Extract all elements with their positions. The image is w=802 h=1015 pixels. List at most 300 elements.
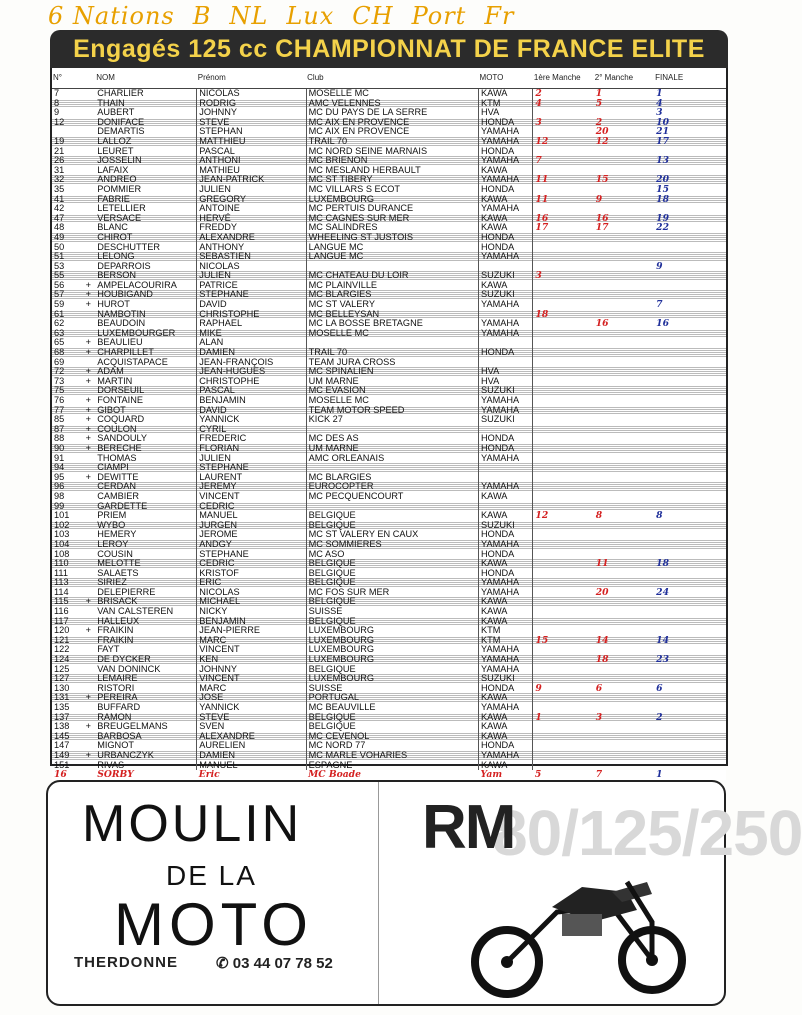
entry-flag: +	[85, 625, 92, 636]
rider-firstname: SEBASTIEN	[197, 252, 306, 262]
table-row	[52, 502, 726, 512]
rider-firstname: SVEN	[197, 722, 306, 732]
table-row	[52, 386, 726, 396]
rider-number: 9	[54, 107, 60, 118]
manche2-result	[594, 329, 654, 339]
rider-firstname: STEPHANE	[197, 550, 306, 560]
rider-bike: HONDA	[479, 147, 533, 157]
rider-firstname: YANNICK	[197, 415, 306, 425]
rider-surname: GIBOT	[95, 406, 197, 416]
rider-firstname: HERVÉ	[197, 214, 306, 224]
finale-result	[654, 290, 726, 300]
table-row	[52, 636, 726, 646]
manche1-result	[533, 607, 594, 617]
rider-surname: SANDOULY	[95, 434, 197, 444]
entry-sheet	[50, 68, 728, 781]
rider-number: 108	[54, 548, 70, 559]
table-row	[52, 722, 726, 732]
manche1-result: 18	[533, 310, 594, 320]
manche2-result	[594, 386, 654, 396]
finale-result	[654, 348, 726, 358]
rider-club: WHEELING ST JUSTOIS	[306, 233, 478, 243]
manche1-result	[533, 367, 594, 377]
rider-surname: LEURET	[95, 147, 197, 157]
rider-number: 12	[52, 118, 81, 128]
rider-number: 149	[52, 751, 81, 761]
rider-bike: HONDA	[479, 550, 533, 560]
rider-number: 63	[52, 329, 81, 339]
table-row	[52, 569, 726, 579]
manche2-result: 1	[595, 88, 603, 99]
table-row	[52, 492, 726, 502]
rider-bike: HONDA	[479, 233, 533, 243]
finale-result: 18	[654, 195, 726, 205]
finale-result	[654, 377, 726, 387]
phone-icon: ✆	[216, 955, 233, 972]
manche2-result: 8	[595, 510, 603, 522]
rider-firstname: VINCENT	[197, 645, 306, 655]
rider-surname: SIRIEZ	[95, 578, 197, 588]
rider-surname: ACQUISTAPACE	[95, 358, 197, 368]
table-row	[52, 550, 726, 560]
rider-firstname: JULIEN	[197, 271, 306, 281]
entry-flag	[81, 118, 95, 128]
finale-result: 1	[656, 88, 663, 99]
ad-title-moto: MOTO	[114, 891, 313, 958]
rider-firstname: FLORIAN	[197, 444, 306, 454]
rider-firstname: JEAN-PATRICK	[197, 175, 306, 185]
manche2-result: 3	[594, 713, 654, 723]
rider-club: MC SALINDRES	[306, 223, 478, 233]
table-row	[52, 473, 726, 483]
rider-club: LUXEMBOURG	[306, 195, 478, 205]
table-row	[52, 358, 726, 368]
rider-firstname: JEREMY	[197, 482, 306, 492]
entry-flag	[81, 108, 95, 118]
rider-number: 48	[54, 222, 65, 233]
rider-surname: COUSIN	[95, 550, 197, 560]
rider-surname: AMPELACOURIRA	[95, 281, 197, 291]
rider-bike: SUZUKI	[479, 415, 533, 425]
entry-flag	[81, 319, 95, 329]
manche1-result	[533, 377, 594, 387]
rider-surname: BEAUDOIN	[95, 319, 197, 329]
manche1-result	[533, 425, 594, 435]
rider-number: 21	[54, 145, 65, 156]
rider-number: 59	[54, 299, 65, 310]
rider-club: BELGIQUE	[306, 521, 478, 531]
manche2-result: 7	[594, 770, 654, 780]
rider-surname: BRISACK	[95, 597, 197, 607]
finale-result	[654, 521, 726, 531]
table-row	[52, 290, 726, 300]
rider-club: BELGIQUE	[306, 569, 478, 579]
rider-firstname: VINCENT	[197, 674, 306, 684]
table-row	[52, 377, 726, 387]
entry-flag	[81, 137, 95, 147]
finale-result	[654, 425, 726, 435]
rider-club: AMC ORLEANAIS	[306, 454, 478, 464]
finale-result	[654, 693, 726, 703]
entry-flag	[81, 511, 95, 521]
rider-firstname: BENJAMIN	[197, 396, 306, 406]
rider-surname: SORBY	[95, 770, 197, 780]
rider-number: 94	[52, 463, 81, 473]
rider-surname: CERDAN	[95, 482, 197, 492]
manche2-result	[594, 252, 654, 262]
manche2-result: 5	[594, 99, 654, 109]
finale-result	[654, 722, 726, 732]
rider-surname: THOMAS	[95, 454, 197, 464]
manche1-result	[533, 521, 594, 531]
rider-bike: KAWA	[479, 214, 533, 224]
finale-result	[654, 617, 726, 627]
table-row	[52, 540, 726, 550]
rider-club: MC Boade	[306, 770, 478, 780]
manche1-result	[533, 540, 594, 550]
rider-club: MC SOMMIERES	[306, 540, 478, 550]
rider-bike: YAMAHA	[479, 406, 533, 416]
rider-firstname: JOSE	[197, 693, 306, 703]
rider-firstname: ALEXANDRE	[197, 732, 306, 742]
manche1-result	[533, 559, 594, 569]
manche2-result	[594, 492, 654, 502]
manche2-result	[594, 444, 654, 454]
manche2-result	[594, 751, 654, 761]
rider-club: BELGIQUE	[306, 713, 478, 723]
rider-bike: HONDA	[479, 434, 533, 444]
manche2-result	[594, 722, 654, 732]
entry-flag	[81, 761, 95, 771]
rider-bike: YAMAHA	[479, 252, 533, 262]
table-header	[52, 68, 726, 89]
table-row	[52, 243, 726, 253]
finale-result	[654, 454, 726, 464]
rider-surname: COQUARD	[95, 415, 197, 425]
handwritten-note: B	[192, 2, 212, 30]
finale-result: 6	[656, 682, 663, 694]
rider-bike	[479, 463, 533, 473]
manche2-result	[594, 761, 654, 771]
manche1-result: 4	[533, 99, 594, 109]
rider-surname: CHARPILLET	[95, 348, 197, 358]
finale-result	[654, 540, 726, 550]
finale-result: 9	[656, 260, 663, 272]
rider-firstname: RODRIG	[197, 99, 306, 109]
rider-bike: HONDA	[479, 243, 533, 253]
rider-surname: HOUBIGAND	[95, 290, 197, 300]
rider-bike: HONDA	[479, 185, 533, 195]
rider-surname: FABRIE	[95, 195, 197, 205]
rider-bike: Yam	[479, 770, 533, 780]
entry-flag	[81, 655, 95, 665]
rider-bike: YAMAHA	[479, 300, 533, 310]
finale-result	[654, 492, 726, 502]
rider-bike: YAMAHA	[479, 482, 533, 492]
rider-club: MOSELLE MC	[306, 329, 478, 339]
rider-surname: FONTAINE	[95, 396, 197, 406]
rider-firstname: CHRISTOPHE	[197, 310, 306, 320]
finale-result	[654, 761, 726, 771]
rider-number: 91	[54, 452, 65, 463]
rider-club: BELGIQUE	[306, 578, 478, 588]
manche2-result	[594, 665, 654, 675]
entry-flag: +	[81, 425, 95, 435]
manche2-result	[594, 434, 654, 444]
handwritten-note: 6 Nations	[48, 2, 175, 30]
entry-flag: +	[85, 337, 92, 348]
finale-result: 18	[654, 559, 726, 569]
rider-firstname: DAVID	[197, 406, 306, 416]
manche2-result	[594, 732, 654, 742]
rider-firstname: DAMIEN	[197, 751, 306, 761]
rider-surname: DE DYCKER	[95, 655, 197, 665]
rider-bike: HONDA	[479, 444, 533, 454]
rider-number: 111	[54, 567, 68, 578]
manche2-result: 9	[594, 195, 654, 205]
rider-surname: WYBO	[95, 521, 197, 531]
entry-flag	[81, 482, 95, 492]
table-row	[52, 252, 726, 262]
manche1-result	[533, 703, 594, 713]
rider-surname: BARBOSA	[95, 732, 197, 742]
manche1-result	[533, 722, 594, 732]
rider-firstname: NICOLAS	[197, 588, 306, 598]
rider-number: 114	[54, 586, 69, 597]
finale-result	[654, 233, 726, 243]
finale-result: 16	[656, 318, 669, 330]
rider-bike: YAMAHA	[479, 156, 533, 166]
rider-firstname: MICHAEL	[197, 597, 306, 607]
rider-surname: GARDETTE	[95, 502, 197, 512]
table-row	[52, 406, 726, 416]
rider-club: MC EVASION	[306, 386, 478, 396]
rider-surname: VAN CALSTEREN	[95, 607, 197, 617]
rider-firstname: ANTOINE	[197, 204, 306, 214]
motocross-bike-icon	[462, 852, 702, 1002]
rider-bike: SUZUKI	[479, 271, 533, 281]
rider-bike: HVA	[479, 367, 533, 377]
manche1-result	[533, 108, 594, 118]
manche2-result	[594, 454, 654, 464]
ad-rm-models: 80/125/250	[492, 797, 802, 869]
ad-phone-number: 03 44 07 78 52	[232, 955, 333, 972]
manche2-result: 16	[595, 318, 609, 330]
rider-firstname: JEAN-FRANÇOIS	[197, 358, 306, 368]
manche2-result	[594, 396, 654, 406]
entry-flag	[81, 147, 95, 157]
manche2-result	[594, 741, 654, 751]
rider-number: 102	[52, 521, 81, 531]
finale-result	[654, 271, 726, 281]
finale-result	[654, 415, 726, 425]
manche2-result	[594, 607, 654, 617]
entry-flag	[81, 569, 95, 579]
rider-number: 145	[52, 732, 81, 742]
table-row	[52, 559, 726, 569]
rider-firstname: STEVE	[197, 713, 306, 723]
manche1-result	[533, 147, 594, 157]
manche2-result	[594, 367, 654, 377]
rider-bike: KAWA	[479, 732, 533, 742]
entry-flag	[81, 99, 95, 109]
rider-club: MC BELLEYSAN	[306, 310, 478, 320]
rider-club: MC MESLAND HERBAULT	[306, 166, 478, 176]
rider-bike: KAWA	[479, 195, 533, 205]
manche1-result	[533, 329, 594, 339]
table-row	[52, 626, 726, 636]
col-flag	[81, 68, 95, 89]
rider-surname: DELEPIERRE	[95, 588, 197, 598]
rider-number: 122	[54, 644, 70, 655]
rider-bike: YAMAHA	[479, 703, 533, 713]
rider-bike: KAWA	[479, 617, 533, 627]
rider-number: 124	[52, 655, 81, 665]
rider-club: MC DES AS	[306, 434, 478, 444]
table-row	[52, 588, 726, 598]
rider-club: MC PERTUIS DURANCE	[306, 204, 478, 214]
ad-rm-logo: RM	[422, 793, 515, 862]
col-finale: FINALE	[654, 68, 726, 89]
rider-number: 104	[52, 540, 81, 550]
finale-result: 7	[656, 299, 663, 311]
rider-number: 101	[54, 510, 70, 521]
rider-club: UM MARNE	[306, 377, 478, 387]
entry-flag	[81, 559, 95, 569]
rider-firstname: ANDGY	[197, 540, 306, 550]
manche2-result	[594, 156, 654, 166]
rider-surname: LAFAIX	[95, 166, 197, 176]
manche2-result	[594, 348, 654, 358]
rider-bike: KTM	[479, 99, 533, 109]
entry-flag: +	[85, 433, 92, 444]
rider-club: TEAM JURA CROSS	[306, 358, 478, 368]
table-row	[52, 425, 726, 435]
rider-firstname: MARC	[197, 636, 306, 646]
rider-number: 95	[54, 471, 65, 482]
manche2-result: 11	[594, 559, 654, 569]
rider-surname: DESCHUTTER	[95, 243, 197, 253]
rider-surname: SALAETS	[95, 569, 197, 579]
rider-number: 42	[54, 203, 65, 214]
rider-club: MC BLARGIES	[306, 290, 478, 300]
rider-club: MC ASO	[306, 550, 478, 560]
title-banner	[50, 30, 728, 68]
finale-result: 20	[654, 175, 726, 185]
entry-flag: +	[85, 375, 92, 386]
entry-flag	[81, 521, 95, 531]
entry-flag: +	[85, 471, 92, 482]
rider-surname: DORSEUIL	[95, 386, 197, 396]
rider-firstname: JULIEN	[197, 454, 306, 464]
rider-bike: YAMAHA	[479, 540, 533, 550]
finale-result: 8	[656, 510, 663, 522]
entry-flag: +	[81, 290, 95, 300]
finale-result	[654, 386, 726, 396]
rider-number: 117	[52, 617, 81, 627]
manche2-result	[594, 358, 654, 368]
rider-number: 49	[52, 233, 81, 243]
manche1-result: 12	[535, 510, 549, 522]
rider-surname: FRAIKIN	[95, 626, 197, 636]
entry-flag	[81, 310, 95, 320]
rider-bike: HONDA	[479, 118, 533, 128]
rider-bike: YAMAHA	[479, 578, 533, 588]
rider-club: MC BRIENON	[306, 156, 478, 166]
rider-club: MC PECQUENCOURT	[306, 492, 478, 502]
rider-club: SUISSE	[306, 684, 478, 694]
rider-number: 53	[54, 260, 65, 271]
rider-number: 103	[54, 529, 70, 540]
manche2-result: 12	[594, 137, 654, 147]
manche1-result	[533, 732, 594, 742]
entry-flag	[81, 636, 95, 646]
rider-firstname: CEDRIC	[197, 502, 306, 512]
manche2-result	[594, 108, 654, 118]
rider-surname: LUXEMBOURGER	[95, 329, 197, 339]
rider-firstname: JOHNNY	[197, 665, 306, 675]
rider-number: 96	[52, 482, 81, 492]
rider-surname: BREUGELMANS	[95, 722, 197, 732]
finale-result: 3	[656, 107, 663, 119]
rider-bike: HVA	[479, 377, 533, 387]
rider-club: MC BLARGIES	[306, 473, 478, 483]
rider-club: EUROCOPTER	[306, 482, 478, 492]
rider-number: 8	[52, 99, 81, 109]
rider-surname: PEREIRA	[95, 693, 197, 703]
manche1-result	[533, 463, 594, 473]
manche1-result	[533, 386, 594, 396]
rider-number: 147	[54, 740, 70, 751]
manche2-result: 6	[595, 682, 603, 694]
manche2-result	[594, 674, 654, 684]
manche1-result: 16	[533, 214, 594, 224]
rider-surname: RISTORI	[95, 684, 197, 694]
rider-number: 115	[52, 597, 81, 607]
entry-flag	[81, 665, 95, 675]
manche2-result	[594, 482, 654, 492]
rider-bike: HONDA	[479, 530, 533, 540]
manche1-result	[533, 655, 594, 665]
manche2-result	[594, 147, 654, 157]
rider-firstname: STEPHAN	[197, 127, 306, 137]
rider-firstname: AURELIEN	[197, 741, 306, 751]
rider-club: MC AIX EN PROVENCE	[306, 118, 478, 128]
rider-surname: RIVAS	[95, 761, 197, 771]
finale-result: 1	[654, 770, 726, 780]
rider-number: 127	[52, 674, 81, 684]
rider-surname: LEROY	[95, 540, 197, 550]
finale-result: 24	[656, 586, 669, 598]
rider-bike: KAWA	[479, 607, 533, 617]
rider-bike: HVA	[479, 108, 533, 118]
entry-flag	[81, 214, 95, 224]
manche1-result	[533, 348, 594, 358]
rider-bike: SUZUKI	[479, 386, 533, 396]
rider-surname: DEWITTE	[95, 473, 197, 483]
rider-firstname: NICKY	[197, 607, 306, 617]
rider-club: BELGIQUE	[306, 559, 478, 569]
col-moto: MOTO	[479, 68, 533, 89]
finale-result: 21	[656, 126, 669, 138]
rider-surname: DEPARROIS	[95, 262, 197, 272]
table-row	[52, 607, 726, 617]
entries-table	[52, 68, 726, 780]
rider-firstname: JULIEN	[197, 185, 306, 195]
rider-bike: HONDA	[479, 741, 533, 751]
rider-number: 41	[52, 195, 81, 205]
manche2-result	[594, 530, 654, 540]
